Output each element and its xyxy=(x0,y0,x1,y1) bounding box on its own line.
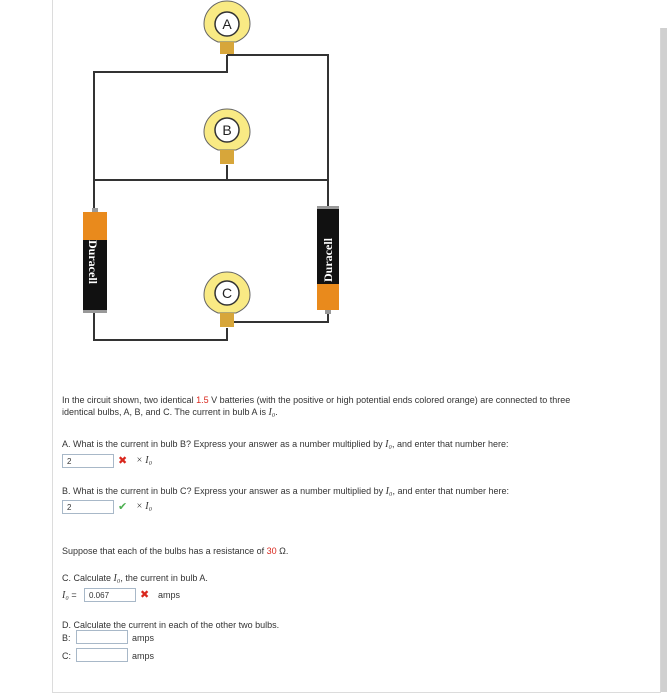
question-c-prompt: C. Calculate xyxy=(62,573,114,583)
question-c-label xyxy=(62,589,77,602)
intro-period: . xyxy=(275,407,278,417)
question-b-text xyxy=(62,485,509,498)
bulb-b-label: B xyxy=(222,122,232,138)
question-a-prompt-end: , and enter that number here: xyxy=(391,439,509,449)
intro-text-2: V batteries (with the positive or high potential ends colored orange) are connected to three xyxy=(208,395,571,405)
question-a-prompt: A. What is the current in bulb B? Express your answer as a number multiplied by xyxy=(62,439,386,449)
question-b-prompt: B. What is the current in bulb C? Express your answer as a number multiplied by xyxy=(62,486,386,496)
question-c-text xyxy=(62,572,208,585)
bulb-a-base xyxy=(220,42,234,54)
bulb-c-base xyxy=(220,313,234,327)
incorrect-icon: ✖ xyxy=(118,455,128,467)
wire-c-right xyxy=(230,314,328,322)
question-b-prompt-end: , and enter that number here: xyxy=(392,486,510,496)
wire-b-left xyxy=(94,165,227,180)
resistance-text: Suppose that each of the bulbs has a resistance of xyxy=(62,546,267,556)
intro-text-1: In the circuit shown, two identical xyxy=(62,395,197,405)
bulb-a-label: A xyxy=(222,16,232,32)
bulb-b xyxy=(204,109,250,164)
scrollbar[interactable] xyxy=(660,28,667,692)
question-b-i0: I₀ xyxy=(385,486,393,497)
bulb-c xyxy=(204,272,250,327)
i0-symbol: I₀ xyxy=(268,407,276,418)
bulb-c-answer-label: C: xyxy=(62,651,71,661)
battery-right-label: Duracell xyxy=(321,238,335,282)
battery-right xyxy=(317,206,339,314)
scrollbar-thumb[interactable] xyxy=(661,28,667,692)
battery-left-base xyxy=(83,310,107,313)
bulb-c-label: C xyxy=(221,285,233,301)
answer-c-input[interactable]: 0.067 xyxy=(84,588,136,602)
battery-left xyxy=(83,208,107,313)
bulb-b-base xyxy=(220,150,234,164)
answer-d-c-units: amps xyxy=(132,651,155,661)
question-d-text: D. Calculate the current in each of the other two bulbs. xyxy=(62,620,280,630)
answer-a-input[interactable]: 2 xyxy=(62,454,114,468)
resistance-value: 30 xyxy=(266,546,277,556)
question-a-text xyxy=(62,438,509,451)
battery-right-positive xyxy=(317,284,339,310)
resistance-unit: Ω. xyxy=(276,546,289,556)
equals-sign: = xyxy=(68,590,77,600)
question-c-i0: I₀ xyxy=(113,573,121,584)
answer-b-input[interactable]: 2 xyxy=(62,500,114,514)
intro-line-2 xyxy=(62,406,278,419)
correct-check-icon: ✔ xyxy=(118,501,128,513)
i0-label: I₀ xyxy=(62,590,69,601)
circuit-diagram xyxy=(52,0,382,370)
question-a-i0: I₀ xyxy=(385,439,392,450)
battery-left-terminal xyxy=(92,208,98,212)
resistance-statement xyxy=(62,545,288,557)
bulb-b-answer-label: B: xyxy=(62,633,71,643)
wire-b-right xyxy=(227,165,328,180)
answer-d-b-input[interactable] xyxy=(76,630,128,644)
answer-d-b-units: amps xyxy=(132,633,155,643)
battery-left-positive xyxy=(83,212,107,240)
bulb-a xyxy=(204,1,250,54)
incorrect-icon-c: ✖ xyxy=(140,589,150,601)
answer-a-suffix: × I₀ xyxy=(136,455,153,466)
voltage-value: 1.5 xyxy=(196,395,209,405)
wire-c-left xyxy=(94,312,227,340)
battery-right-terminal xyxy=(325,310,331,314)
intro-text-3: identical bulbs, A, B, and C. The current in bulb A is xyxy=(62,407,269,417)
battery-right-cap xyxy=(317,206,339,209)
question-c-prompt-end: , the current in bulb A. xyxy=(120,573,208,583)
answer-b-suffix: × I₀ xyxy=(136,501,153,512)
intro-line-1 xyxy=(62,394,570,406)
answer-d-c-input[interactable] xyxy=(76,648,128,662)
battery-left-label: Duracell xyxy=(86,240,100,284)
answer-c-units: amps xyxy=(158,590,181,600)
